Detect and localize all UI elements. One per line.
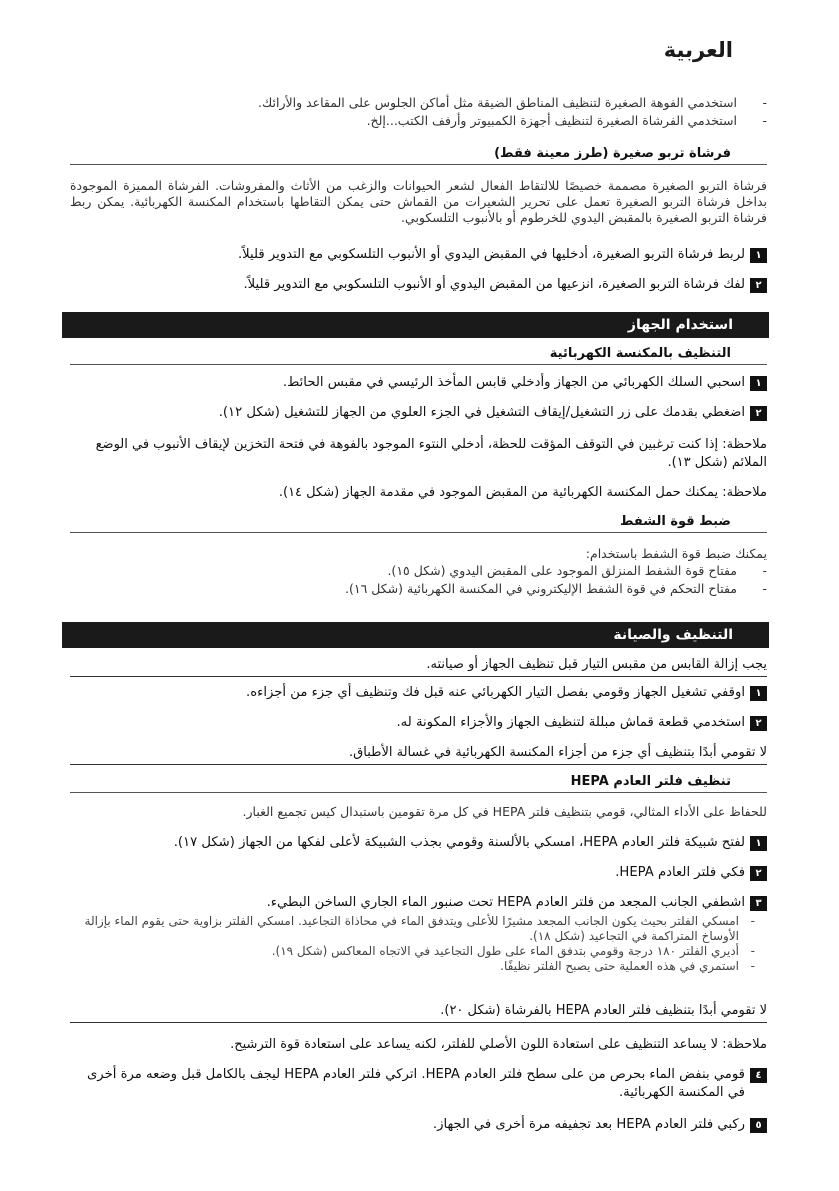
step-number: ١ xyxy=(750,686,767,701)
step-text: لفك فرشاة التربو الصغيرة، انزعيها من المقبض اليدوي أو الأنبوب التلسكوبي مع التدوير قليلاً. xyxy=(243,277,745,292)
step-number: ١ xyxy=(750,376,767,391)
heading-text: التنظيف بالمكنسة الكهربائية xyxy=(549,346,731,361)
step-number: ١ xyxy=(750,248,767,263)
unplug-warning xyxy=(70,656,767,677)
step-text: اسحبي السلك الكهربائي من الجهاز وأدخلي قابس المأخذ الرئيسي في مقبس الحائط. xyxy=(282,375,745,390)
step-number: ٢ xyxy=(750,716,767,731)
dishwasher-warning xyxy=(70,744,767,765)
step-number: ٥ xyxy=(750,1118,767,1133)
hepa-sub-bullets xyxy=(70,914,767,974)
hepa-step-5 xyxy=(70,1116,767,1134)
heading-text: ضبط قوة الشفط xyxy=(619,514,731,529)
bullet-item: - استمري في هذه العملية حتى يصبح الفلتر نظيفًا. xyxy=(70,959,767,974)
hepa-note xyxy=(70,1036,767,1054)
warning-text: لا تقومي أبدًا بتنظيف أي جزء من أجزاء المكنسة الكهربائية في غسالة الأطباق. xyxy=(70,744,767,765)
step-text: فكي فلتر العادم HEPA. xyxy=(615,865,745,880)
bullet-item: - استخدمي الفوهة الصغيرة لتنظيف المناطق الضيقة مثل أماكن الجلوس على المقاعد والأرائك. xyxy=(70,94,767,112)
step-text: اشطفي الجانب المجعد من فلتر العادم HEPA تحت صنبور الماء الجاري الساخن البطيء. xyxy=(266,895,745,910)
vacuuming-heading xyxy=(70,346,767,365)
step-number: ٣ xyxy=(750,896,767,911)
bullet-item: - مفتاح قوة الشفط المنزلق الموجود على المقبض اليدوي (شكل ١٥). xyxy=(70,562,767,580)
step-number: ٤ xyxy=(750,1068,767,1083)
hepa-step-3 xyxy=(70,894,767,912)
maintenance-step-1 xyxy=(70,684,767,702)
step-text: استخدمي قطعة قماش مبللة لتنظيف الجهاز والأجزاء المكونة له. xyxy=(396,715,745,730)
turbo-step-1 xyxy=(70,246,767,264)
section-bar-maintenance: التنظيف والصيانة xyxy=(62,622,769,648)
step-number: ٢ xyxy=(750,866,767,881)
warning-text: لا تقومي أبدًا بتنظيف فلتر العادم HEPA بالفرشاة (شكل ٢٠). xyxy=(70,1002,767,1023)
paragraph-text: للحفاظ على الأداء المثالي، قومي بتنظيف فلتر HEPA في كل مرة تقومين باستبدال كيس تجميع الغبار. xyxy=(242,804,767,819)
bullet-item: - أديري الفلتر ١٨٠ درجة وقومي بتدفق الماء على طول التجاعيد في الاتجاه المعاكس (شكل ١٩). xyxy=(70,944,767,959)
use-note-2 xyxy=(70,484,767,502)
use-step-2 xyxy=(70,404,767,422)
paragraph-text: فرشاة التربو الصغيرة مصممة خصيصًا للالتقاط الفعال لشعر الحيوانات والزغب من الأثاث والمفروشات. الفرشاة المميزة الموجودة بداخل فرشاة التربو الصغيرة تعمل على تحرير الشعيرات من القماش حتى يمكن التقاطها باستخدام المكنسة الكهربائية. يمكن ربط فرشاة التربو الصغيرة بالمقبض اليدوي للخرطوم أو بالأنبوب التلسكوبي. xyxy=(70,178,767,225)
brush-warning xyxy=(70,1002,767,1023)
heading-text: فرشاة تربو صغيرة (طرز معينة فقط) xyxy=(494,146,731,161)
step-number: ٢ xyxy=(750,406,767,421)
section-bar-use: استخدام الجهاز xyxy=(62,312,769,338)
hepa-paragraph xyxy=(70,804,767,820)
turbo-paragraph xyxy=(70,178,767,226)
maintenance-step-2 xyxy=(70,714,767,732)
step-text: لفتح شبيكة فلتر العادم HEPA، امسكي بالألسنة وقومي بجذب الشبيكة لأعلى لفكها من الجهاز (شكل ١٧). xyxy=(173,835,745,850)
heading-text: تنظيف فلتر العادم HEPA xyxy=(570,774,731,789)
warning-text: يجب إزالة القابس من مقبس التيار قبل تنظيف الجهاز أو صيانته. xyxy=(70,656,767,677)
step-text: اوقفي تشغيل الجهاز وقومي بفصل التيار الكهربائي عنه قبل فك وتنظيف أي جزء من أجزاءه. xyxy=(246,685,745,700)
hepa-step-4 xyxy=(70,1066,767,1102)
suction-body xyxy=(70,546,767,598)
note-text: ملاحظة: لا يساعد التنظيف على استعادة اللون الأصلي للفلتر، لكنه يساعد على استعادة قوة الترشيح. xyxy=(230,1037,767,1052)
step-text: ركبي فلتر العادم HEPA بعد تجفيفه مرة أخرى في الجهاز. xyxy=(432,1117,745,1132)
use-note-1 xyxy=(70,436,767,472)
step-number: ٢ xyxy=(750,278,767,293)
hepa-step-1 xyxy=(70,834,767,852)
step-text: اضغطي بقدمك على زر التشغيل/إيقاف التشغيل في الجزء العلوي من الجهاز للتشغيل (شكل ١٢). xyxy=(218,405,745,420)
bullet-item: - مفتاح التحكم في قوة الشفط الإليكتروني في المكنسة الكهربائية (شكل ١٦). xyxy=(70,580,767,598)
step-text: لربط فرشاة التربو الصغيرة، أدخليها في المقبض اليدوي أو الأنبوب التلسكوبي مع التدوير قليلاً. xyxy=(237,247,745,262)
hepa-heading xyxy=(70,774,767,793)
turbo-step-2 xyxy=(70,276,767,294)
step-number: ١ xyxy=(750,836,767,851)
suction-heading xyxy=(70,514,767,533)
note-text: ملاحظة: يمكنك حمل المكنسة الكهربائية من المقبض الموجود في مقدمة الجهاز (شكل ١٤). xyxy=(278,485,767,500)
turbo-brush-heading xyxy=(70,146,767,165)
note-text: ملاحظة: إذا كنت ترغبين في التوقف المؤقت للحظة، أدخلي النتوء الموجود بالفوهة في فتحة التخزين لإيقاف الأنبوب في الوضع الملائم (شكل ١٣). xyxy=(95,437,767,470)
hepa-step-2 xyxy=(70,864,767,882)
intro-bullets xyxy=(70,94,767,130)
language-title: العربية xyxy=(663,38,733,62)
step-text: قومي بنفض الماء بحرص من على سطح فلتر العادم HEPA. اتركي فلتر العادم HEPA ليجف بالكامل قبل وضعه مرة أخرى في المكنسة الكهربائية. xyxy=(86,1067,745,1100)
paragraph-text: يمكنك ضبط قوة الشفط باستخدام: xyxy=(585,546,767,561)
use-step-1 xyxy=(70,374,767,392)
bullet-item: - امسكي الفلتر بحيث يكون الجانب المجعد مشيرًا للأعلى ويتدفق الماء في محاذاة التجاعيد. امسكي الفلتر بزاوية حتى يقوم الماء بإزالة الأوساخ المتراكمة في التجاعيد (شكل ١٨). xyxy=(70,914,767,944)
bullet-item: - استخدمي الفرشاة الصغيرة لتنظيف أجهزة الكمبيوتر وأرفف الكتب...إلخ. xyxy=(70,112,767,130)
